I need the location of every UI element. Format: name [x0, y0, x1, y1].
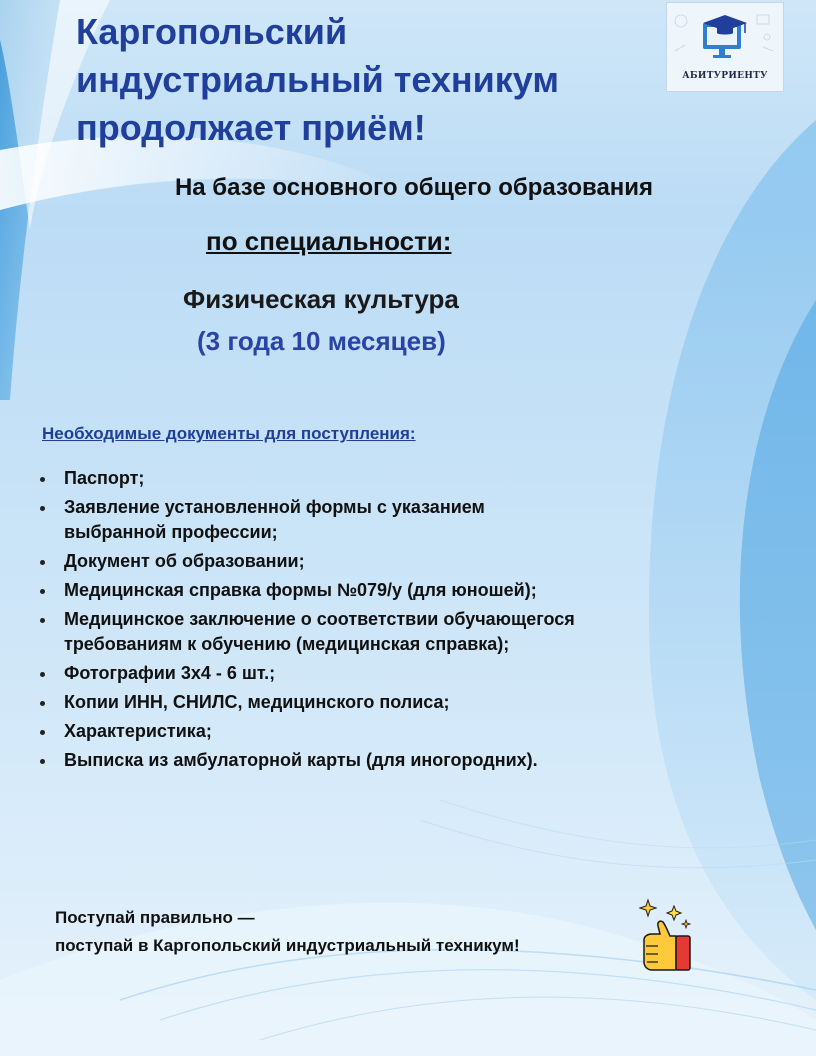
- document-item-text: Медицинская справка формы №079/у (для юношей);: [64, 580, 537, 600]
- bullet-icon: [40, 589, 45, 594]
- document-item: [40, 661, 760, 686]
- document-item: [40, 719, 760, 744]
- footer-slogan: [55, 904, 520, 960]
- title-line-1: Каргопольский: [76, 11, 348, 52]
- document-item-text: Паспорт;: [64, 468, 145, 488]
- document-item: [40, 549, 760, 574]
- logo-text: АБИТУРИЕНТУ: [682, 71, 768, 81]
- bullet-icon: [40, 477, 45, 482]
- bullet-icon: [40, 560, 45, 565]
- document-item-text: Выписка из амбулаторной карты (для иногородних).: [64, 750, 538, 770]
- document-item: [40, 578, 760, 603]
- document-item: [40, 690, 760, 715]
- documents-heading: Необходимые документы для поступления:: [42, 424, 416, 443]
- specialty-duration: (3 года 10 месяцев): [197, 326, 446, 356]
- monitor-graduation-cap-icon: [667, 7, 783, 67]
- document-item: [40, 495, 760, 545]
- document-item-text: Характеристика;: [64, 721, 212, 741]
- title-line-2: индустриальный техникум: [76, 59, 559, 100]
- poster-title: [76, 8, 666, 152]
- document-item-text: требованиям к обучению (медицинская справка);: [64, 634, 510, 654]
- document-item-text: Медицинское заключение о соответствии обучающегося: [64, 609, 575, 629]
- document-item: [40, 748, 760, 773]
- bullet-icon: [40, 730, 45, 735]
- bullet-icon: [40, 506, 45, 511]
- document-item: [40, 466, 760, 491]
- document-item-text: Копии ИНН, СНИЛС, медицинского полиса;: [64, 692, 450, 712]
- document-item-text: Заявление установленной формы с указанием: [64, 497, 485, 517]
- document-item-text: Документ об образовании;: [64, 551, 305, 571]
- document-item-text: Фотографии 3х4 - 6 шт.;: [64, 663, 276, 683]
- footer-line-1: Поступай правильно —: [55, 908, 255, 927]
- documents-list: [40, 466, 760, 777]
- document-item: [40, 607, 760, 657]
- applicant-logo: [666, 2, 784, 92]
- specialty-name: Физическая культура: [183, 284, 459, 314]
- title-line-3: продолжает приём!: [76, 107, 426, 148]
- thumbs-up-sparkles-icon: [636, 898, 696, 974]
- bullet-icon: [40, 618, 45, 623]
- bullet-icon: [40, 701, 45, 706]
- footer-line-2: поступай в Каргопольский индустриальный техникум!: [55, 936, 520, 955]
- bullet-icon: [40, 672, 45, 677]
- bullet-icon: [40, 759, 45, 764]
- education-basis: На базе основного общего образования: [174, 174, 654, 201]
- document-item-text: выбранной профессии;: [64, 522, 278, 542]
- specialty-label: по специальности:: [206, 226, 452, 256]
